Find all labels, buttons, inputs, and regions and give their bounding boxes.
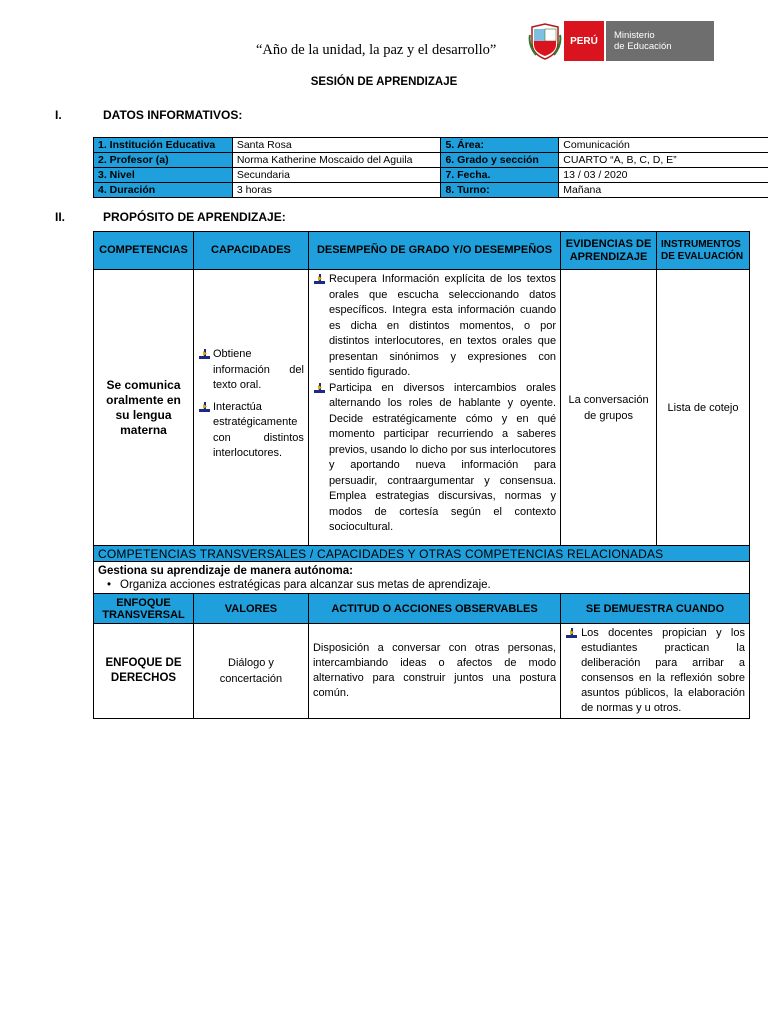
enfoque-row <box>94 624 750 719</box>
arrow-bullet-icon <box>566 628 577 639</box>
gestiona-cell <box>94 562 750 594</box>
info-value: Santa Rosa <box>232 138 441 153</box>
evidencia-cell: La conversación de grupos <box>561 270 657 546</box>
actitud-cell: Disposición a conversar con otras personas, intercambiando ideas o afectos de modo alternativo para construir juntos una postura común. <box>308 624 560 719</box>
desempeno-text: Recupera Información explícita de los textos orales que escucha seleccionando datos específicos. Integra esta información cuando es dicha en distintos momentos, o por distintos interlocutores, en textos orales que presentan sinónimos y expresiones con sentido figurado. <box>328 273 557 378</box>
competency-row <box>94 270 750 546</box>
logo-ministry <box>604 21 714 61</box>
header-competencias: COMPETENCIAS <box>94 232 194 270</box>
logo-ministry-line1: Ministerio <box>614 30 655 41</box>
header-desempeno: DESEMPEÑO DE GRADO Y/O DESEMPEÑOS <box>308 232 560 270</box>
transversal-title-row <box>94 546 750 562</box>
document-title: SESIÓN DE APRENDIZAJE <box>310 76 458 88</box>
info-table <box>93 137 768 198</box>
info-row <box>94 168 768 183</box>
info-key: 5. Área: <box>441 138 559 153</box>
info-value: Mañana <box>559 183 768 198</box>
arrow-bullet-icon <box>314 274 325 285</box>
logo-country: PERÚ <box>564 21 604 61</box>
table-header-row <box>94 232 750 270</box>
section-heading-proposito <box>55 210 375 226</box>
info-value: Norma Katherine Moscaido del Aguila <box>232 153 441 168</box>
instrumento-cell: Lista de cotejo <box>657 270 750 546</box>
list-item <box>98 578 745 592</box>
info-key: 8. Turno: <box>441 183 559 198</box>
info-value: 13 / 03 / 2020 <box>559 168 768 183</box>
peru-coat-of-arms-icon <box>528 21 562 61</box>
demuestra-text: Los docentes propician y los estudiantes practican la deliberación para arribar a consensos en la reflexión sobre asuntos públicos, la elaboración de normas y u otros. <box>581 627 745 714</box>
info-key: 7. Fecha. <box>441 168 559 183</box>
info-row <box>94 153 768 168</box>
info-value: Comunicación <box>559 138 768 153</box>
section-number: I. <box>55 108 62 122</box>
capacidades-cell <box>193 270 308 546</box>
list-item <box>313 381 556 536</box>
logo-ministry-line2: de Educación <box>614 41 672 52</box>
gestiona-title: Gestiona su aprendizaje de manera autónoma: <box>98 564 353 577</box>
info-key: 6. Grado y sección <box>441 153 559 168</box>
info-key: 4. Duración <box>94 183 233 198</box>
info-row <box>94 183 768 198</box>
header-instrumentos: INSTRUMENTOS DE EVALUACIÓN <box>657 232 750 270</box>
info-row <box>94 138 768 153</box>
competencia-cell: Se comunica oralmente en su lengua materna <box>94 270 194 546</box>
year-motto: “Año de la unidad, la paz y el desarrollo” <box>256 42 497 58</box>
section-number: II. <box>55 210 66 224</box>
gestiona-item: Organiza acciones estratégicas para alcanzar sus metas de aprendizaje. <box>120 578 491 591</box>
learning-purpose-table <box>93 231 750 719</box>
header-evidencias: EVIDENCIAS DE APRENDIZAJE <box>561 232 657 270</box>
info-value: 3 horas <box>232 183 441 198</box>
enfoque-cell: ENFOQUE DE DERECHOS <box>94 624 194 719</box>
transversal-title: COMPETENCIAS TRANSVERSALES / CAPACIDADES Y OTRAS COMPETENCIAS RELACIONADAS <box>94 546 750 562</box>
minedu-logo <box>528 21 714 61</box>
arrow-bullet-icon <box>199 349 210 360</box>
section-heading-datos <box>55 108 355 124</box>
header-actitud: ACTITUD O ACCIONES OBSERVABLES <box>308 594 560 624</box>
enfoque-header-row <box>94 594 750 624</box>
bullet-dot: • <box>106 578 112 591</box>
capacidad-text: Obtiene información del texto oral. <box>212 348 304 392</box>
info-value: CUARTO “A, B, C, D, E” <box>559 153 768 168</box>
list-item <box>313 272 556 381</box>
capacidad-text: Interactúa estratégicamente con distintos interlocutores. <box>212 400 304 460</box>
info-value: Secundaria <box>232 168 441 183</box>
header-capacidades: CAPACIDADES <box>193 232 308 270</box>
valores-cell: Diálogo y concertación <box>193 624 308 719</box>
section-label: DATOS INFORMATIVOS: <box>103 108 243 122</box>
desempeno-text: Participa en diversos intercambios orales alternando los roles de hablante y oyente. Decide estratégicamente cómo y en qué momento participar recurriendo a saberes previos, usando lo dicho por sus interlocutores y aportando nueva información para persuadir, contraargumentar y consensua. Emplea estrategias discursivas, normas y modos de cortesía según el contexto sociocultural. <box>328 381 557 533</box>
info-key: 3. Nivel <box>94 168 233 183</box>
desempenos-cell <box>308 270 560 546</box>
info-key: 1. Institución Educativa <box>94 138 233 153</box>
arrow-bullet-icon <box>199 402 210 413</box>
list-item <box>565 626 745 716</box>
gestiona-row <box>94 562 750 594</box>
list-item <box>198 400 304 462</box>
info-key: 2. Profesor (a) <box>94 153 233 168</box>
header-valores: VALORES <box>193 594 308 624</box>
arrow-bullet-icon <box>314 383 325 394</box>
list-item <box>198 347 304 394</box>
demuestra-cell <box>561 624 750 719</box>
header-enfoque: ENFOQUE TRANSVERSAL <box>94 594 194 624</box>
header-demuestra: SE DEMUESTRA CUANDO <box>561 594 750 624</box>
section-label: PROPÓSITO DE APRENDIZAJE: <box>103 210 286 224</box>
